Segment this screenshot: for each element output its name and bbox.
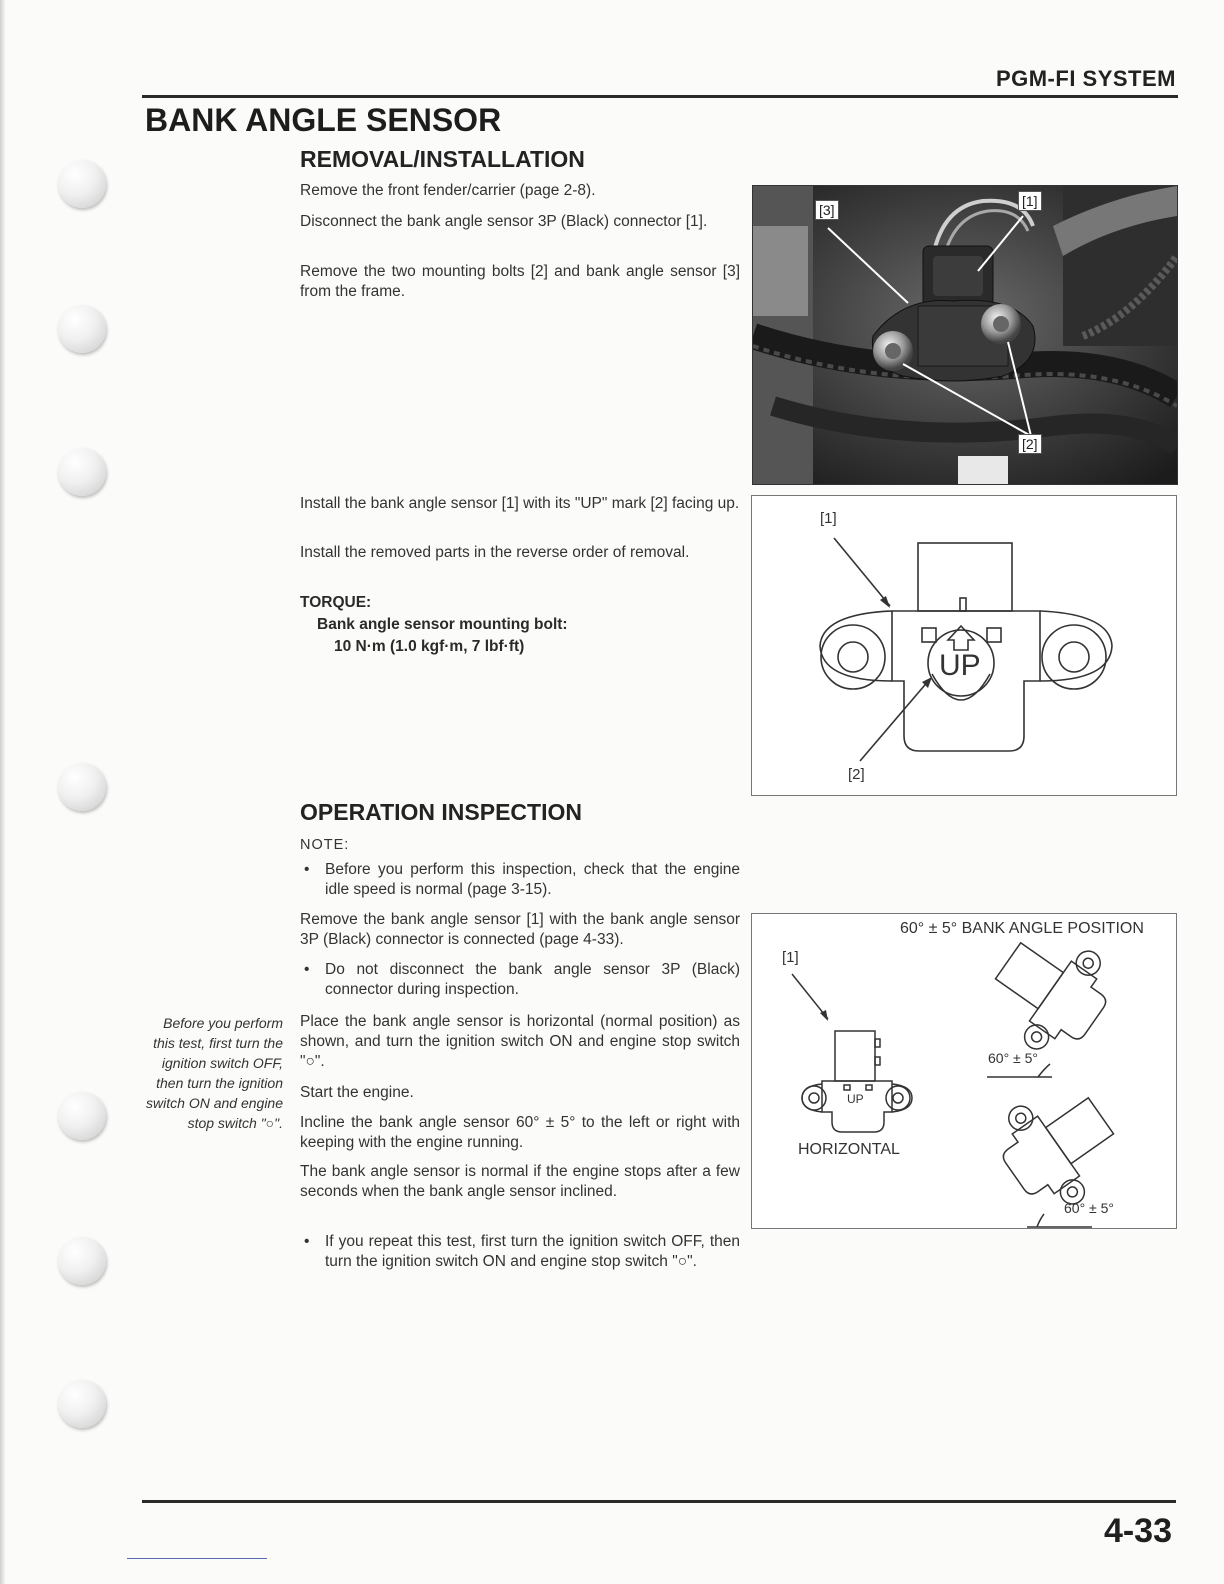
inspection-heading: OPERATION INSPECTION — [300, 799, 582, 825]
bullet-dot: • — [304, 861, 310, 878]
binder-hole — [58, 763, 106, 811]
install-step-2: Install the removed parts in the reverse order of removal. — [300, 544, 690, 561]
binder-edge — [0, 0, 5, 1584]
inspection-step-2: Place the bank angle sensor is horizontal (normal position) as shown, and turn the ignition switch ON and engine stop switch "○". — [300, 1013, 740, 1070]
install-step-1: Install the bank angle sensor [1] with its "UP" mark [2] facing up. — [300, 495, 740, 512]
footer-short-rule — [127, 1558, 267, 1559]
footer-rule — [142, 1500, 1176, 1503]
up-fig-label-1: [1] — [820, 510, 837, 527]
bullet-dot: • — [304, 961, 310, 978]
removal-step-3: Remove the two mounting bolts [2] and bank angle sensor [3] from the frame. — [300, 263, 740, 300]
binder-hole — [58, 160, 106, 208]
up-mark-text: UP — [939, 649, 981, 682]
angle-fig-title: 60° ± 5° BANK ANGLE POSITION — [900, 920, 1144, 937]
note-bullet-3 — [304, 1232, 740, 1272]
up-mark-drawing — [752, 496, 1176, 795]
removal-step-2: Disconnect the bank angle sensor 3P (Black) connector [1]. — [300, 213, 708, 230]
photo-label-1: [1] — [1018, 191, 1042, 211]
bank-angle-figure — [751, 913, 1177, 1229]
header-rule — [142, 95, 1178, 98]
removal-step-1: Remove the front fender/carrier (page 2-8). — [300, 182, 596, 199]
bullet-dot: • — [304, 1233, 310, 1250]
inspection-step-3: Start the engine. — [300, 1084, 414, 1101]
note-bullet-2-text: Do not disconnect the bank angle sensor 3P (Black) connector during inspection. — [325, 961, 740, 998]
note-bullet-1 — [304, 860, 740, 900]
up-fig-label-2: [2] — [848, 766, 865, 783]
note-label: NOTE: — [300, 837, 350, 853]
torque-label: TORQUE: — [300, 594, 372, 611]
bank-angle-drawing — [752, 914, 1176, 1228]
note-bullet-1-text: Before you perform this inspection, check that the engine idle speed is normal (page 3-15). — [325, 861, 740, 898]
note-bullet-3-text: If you repeat this test, first turn the ignition switch OFF, then turn the ignition switch ON and engine stop switch "○". — [325, 1233, 740, 1270]
horizontal-up-text: UP — [847, 1092, 864, 1106]
angle-fig-label-1: [1] — [782, 949, 799, 966]
photo-label-3: [3] — [815, 200, 839, 220]
up-mark-figure — [751, 495, 1177, 796]
sensor-photo — [752, 185, 1178, 485]
side-note: Before you perform this test, first turn the ignition switch OFF, then turn the ignition switch ON and engine stop switch "○". — [146, 1015, 283, 1131]
binder-hole — [58, 1237, 106, 1285]
section-header: PGM-FI SYSTEM — [995, 66, 1176, 91]
note-bullet-2 — [304, 960, 740, 1000]
horizontal-label: HORIZONTAL — [798, 1141, 900, 1158]
binder-hole — [58, 305, 106, 353]
inspection-step-5: The bank angle sensor is normal if the engine stops after a few seconds when the bank angle sensor inclined. — [300, 1163, 740, 1200]
binder-hole — [58, 1092, 106, 1140]
inspection-step-4: Incline the bank angle sensor 60° ± 5° to the left or right with keeping with the engine running. — [300, 1114, 740, 1151]
removal-heading: REMOVAL/INSTALLATION — [300, 146, 585, 172]
page-number: 4-33 — [1103, 1512, 1172, 1550]
torque-item: Bank angle sensor mounting bolt: — [317, 616, 568, 633]
angle-label-a: 60° ± 5° — [988, 1050, 1039, 1066]
photo-drawing — [753, 186, 1177, 484]
photo-label-2: [2] — [1018, 434, 1042, 454]
page-title: BANK ANGLE SENSOR — [145, 102, 502, 138]
torque-value: 10 N·m (1.0 kgf·m, 7 lbf·ft) — [334, 638, 525, 655]
binder-hole — [58, 448, 106, 496]
inspection-step-1: Remove the bank angle sensor [1] with the bank angle sensor 3P (Black) connector is connected (page 4-33). — [300, 911, 740, 948]
angle-label-b: 60° ± 5° — [1064, 1200, 1115, 1216]
binder-hole — [58, 1380, 106, 1428]
